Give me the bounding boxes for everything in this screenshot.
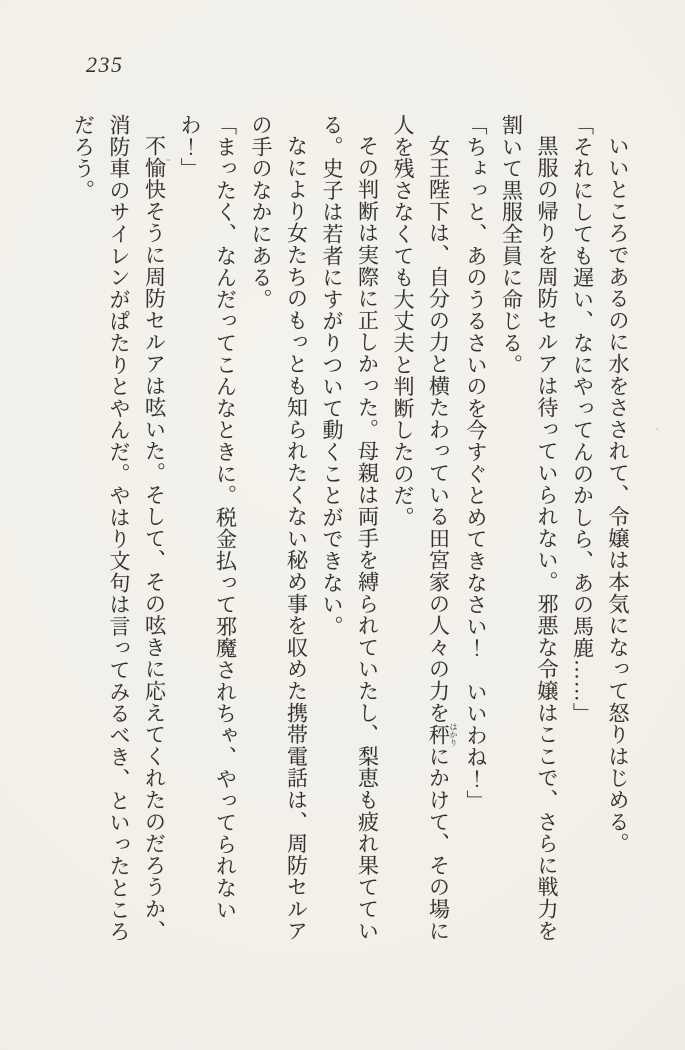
paragraph-2-dialogue: 「それにしても遅い、なにやってんのかしら、あの馬鹿……」 <box>570 114 595 725</box>
paragraph-5-narrative: 女王陛下は、自分の力と横たわっている田宮家の人々の力を秤はかりにかけて、その場に人を残さなくても大丈夫と判断したのだ。 <box>391 114 458 942</box>
scan-speck <box>120 905 122 907</box>
paragraph-4-dialogue: 「ちょっと、あのうるさいのを今すぐとめてきなさい！ いいわね！」 <box>464 114 488 812</box>
paragraph-6-narrative: その判断は実際に正しかった。母親は両手を縛られていたし、梨恵も疲れ果てている。史子は若者にすがりついて動くことができない。 <box>320 114 380 942</box>
paragraph-1-narrative: いいところであるのに水をさされて、令嬢は本気になって怒りはじめる。 <box>606 135 630 855</box>
scan-speck <box>656 428 658 430</box>
vertical-text-block <box>67 114 635 950</box>
page-number: 235 <box>86 52 124 77</box>
paragraph-8-dialogue: 「まったく、なんだってこんなときに。税金払って邪魔されちゃ、やってられないわ！」 <box>178 114 238 921</box>
scan-speck <box>166 159 171 161</box>
paragraph-9-narrative: 不愉快そうに周防セルアは呟いた。そして、その呟きに応えてくれたのだろうか、消防車のサイレンがぱたりとやんだ。やはり文句は言ってみるべき、といったところだろう。 <box>71 114 167 943</box>
paragraph-7-narrative: なにより女たちのもっとも知られたくない秘め事を収めた携帯電話は、周防セルアの手のなかにある。 <box>249 114 309 942</box>
paragraph-3-narrative: 黒服の帰りを周防セルアは待っていられない。邪悪な令嬢はここで、さらに戦力を割いて黒服全員に命じる。 <box>499 114 559 942</box>
